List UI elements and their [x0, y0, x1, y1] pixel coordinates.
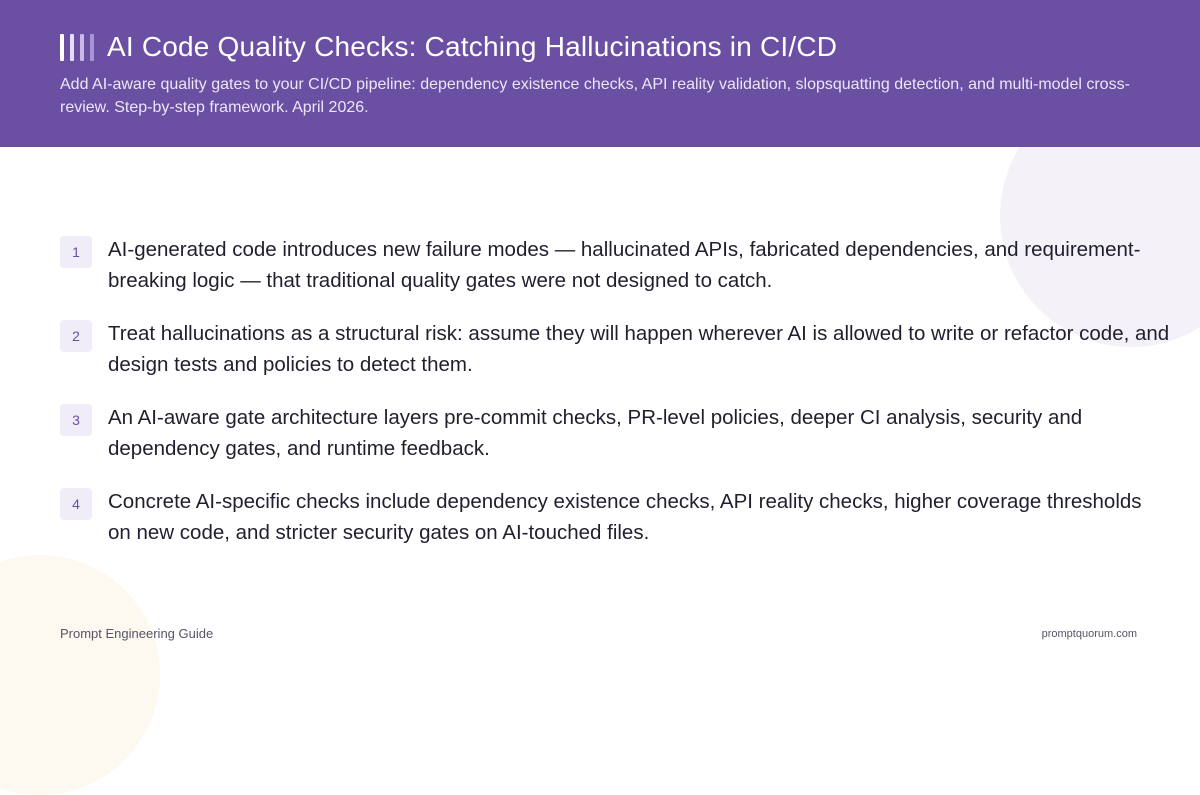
logo-bar	[80, 34, 84, 61]
key-point	[60, 318, 1170, 402]
point-text: Concrete AI-specific checks include dependency existence checks, API reality checks, higher coverage thresholds on new code, and stricter security gates on AI-touched files.	[108, 490, 1142, 544]
point-number-badge: 1	[60, 236, 92, 268]
page-title: AI Code Quality Checks: Catching Hallucinations in CI/CD	[107, 31, 838, 62]
page-subtitle: Add AI-aware quality gates to your CI/CD pipeline: dependency existence checks, API reality validation, slopsquatting detection, and multi-model cross-review. Step-by-step framework. April 2026.	[60, 76, 1130, 116]
footer-site-label: promptquorum.com	[1041, 628, 1137, 640]
header-banner	[0, 0, 1200, 147]
logo-bar	[60, 34, 64, 61]
point-text: An AI-aware gate architecture layers pre-commit checks, PR-level policies, deeper CI analysis, security and dependency gates, and runtime feedback.	[108, 406, 1083, 460]
logo-bar	[70, 34, 74, 61]
point-number-badge: 2	[60, 320, 92, 352]
logo-bar	[90, 34, 94, 61]
key-point	[60, 402, 1170, 486]
point-text: Treat hallucinations as a structural risk: assume they will happen wherever AI is allowed to write or refactor code, and design tests and policies to detect them.	[108, 322, 1170, 376]
point-number-badge: 3	[60, 404, 92, 436]
footer-guide-label: Prompt Engineering Guide	[60, 626, 214, 641]
key-point	[60, 486, 1170, 570]
bars-logo-icon	[60, 34, 94, 61]
point-number-badge: 4	[60, 488, 92, 520]
key-points-list	[60, 234, 1170, 570]
decorative-circle-left	[0, 555, 160, 795]
point-text: AI-generated code introduces new failure modes — hallucinated APIs, fabricated dependencies, and requirement-breaking logic — that traditional quality gates were not designed to catch.	[108, 238, 1141, 292]
key-point	[60, 234, 1170, 318]
